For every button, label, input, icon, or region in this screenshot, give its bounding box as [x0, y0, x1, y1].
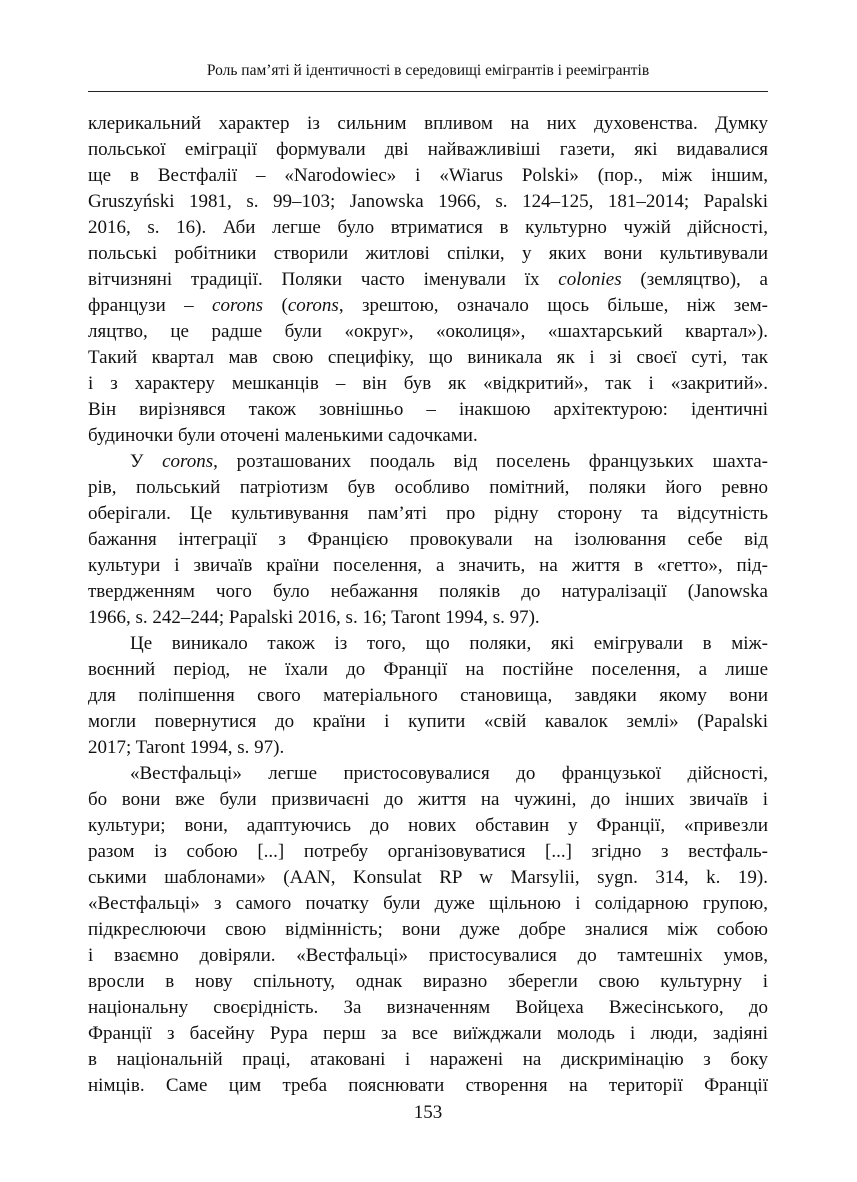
- text-line: для поліпшення свого матеріального становища, завдяки якому вони: [88, 685, 768, 706]
- text-line: Це виникало також із того, що поляки, які емігрували в між-: [130, 633, 768, 654]
- header-rule: [88, 91, 768, 92]
- text-line: культури; вони, адаптуючись до нових обставин у Франції, «привезли: [88, 815, 768, 836]
- text-line: клерикальний характер із сильним впливом на них духовенства. Думку: [88, 113, 768, 134]
- text-line: «Вестфальці» з самого початку були дуже щільною і солідарною групою,: [88, 893, 768, 914]
- text-line: польської еміграції формували дві найважливіші газети, які видавалися: [88, 139, 768, 160]
- text-line: в національній праці, атаковані і наражені на дискримінацію з боку: [88, 1049, 768, 1070]
- paragraph: [88, 111, 768, 449]
- text-line: бажання інтеграції з Францією провокували на ізолювання себе від: [88, 529, 768, 550]
- text-line: будиночки були оточені маленькими садочками.: [88, 425, 478, 446]
- paragraph: [88, 631, 768, 761]
- text-line: Він вирізнявся також зовнішньо – інакшою архітектурою: ідентичні: [88, 399, 768, 420]
- text-line: бо вони вже були призвичаєні до життя на чужині, до інших звичаїв і: [88, 789, 768, 810]
- body-text: [88, 111, 768, 1099]
- text-line: німців. Саме цим треба пояснювати створення на території Франції: [88, 1075, 768, 1096]
- text-line: польські робітники створили житлові спілки, у яких вони культивували: [88, 243, 768, 264]
- text-line: Такий квартал мав свою специфіку, що виникала як і зі своєї суті, так: [88, 347, 768, 368]
- paragraph: [88, 761, 768, 1099]
- text-line: 1966, s. 242–244; Papalski 2016, s. 16; Taront 1994, s. 97).: [88, 607, 540, 628]
- text-line: і взаємно довіряли. «Вестфальці» пристосувалися до тамтешніх умов,: [88, 945, 768, 966]
- text-line: і з характеру мешканців – він був як «відкритий», так і «закритий».: [88, 373, 768, 394]
- text-line: вросли в нову спільноту, однак виразно зберегли свою культурну і: [88, 971, 768, 992]
- text-line: вітчизняні традиції. Поляки часто іменували їх colonies (земляцтво), а: [88, 269, 768, 290]
- text-line: рів, польський патріотизм був особливо помітний, поляки його ревно: [88, 477, 768, 498]
- text-line: ськими шаблонами» (AAN, Konsulat RP w Marsylii, sygn. 314, k. 19).: [88, 867, 768, 888]
- text-line: 2017; Taront 1994, s. 97).: [88, 737, 285, 758]
- paragraph: [88, 449, 768, 631]
- text-line: У corons, розташованих поодаль від поселень французьких шахта-: [130, 451, 768, 472]
- text-line: твердженням чого було небажання поляків до натуралізації (Janowska: [88, 581, 768, 602]
- text-line: ляцтво, це радше були «округ», «околиця», «шахтарський квартал»).: [88, 321, 768, 342]
- text-line: ще в Вестфалії – «Narodowiec» і «Wiarus Polski» (пор., між іншим,: [88, 165, 768, 186]
- text-line: Gruszyński 1981, s. 99–103; Janowska 1966, s. 124–125, 181–2014; Papalski: [88, 191, 768, 212]
- text-line: французи – corons (corons, зрештою, означало щось більше, ніж зем-: [88, 295, 768, 316]
- text-line: національну своєрідність. За визначенням Войцеха Вжесінського, до: [88, 997, 768, 1018]
- text-line: оберігали. Це культивування пам’яті про рідну сторону та відсутність: [88, 503, 768, 524]
- running-header: Роль пам’яті й ідентичності в середовищі емігрантів і реемігрантів: [206, 62, 650, 79]
- page-number: 153: [413, 1102, 443, 1123]
- text-line: культури і звичаїв країни поселення, а значить, на життя в «гетто», під-: [88, 555, 768, 576]
- text-line: Франції з басейну Рура перш за все виїжджали молодь і люди, задіяні: [88, 1023, 768, 1044]
- text-line: 2016, s. 16). Аби легше було втриматися в культурно чужій дійсності,: [88, 217, 768, 238]
- text-line: могли повернутися до країни і купити «свій кавалок землі» (Papalski: [88, 711, 768, 732]
- text-line: «Вестфальці» легше пристосовувалися до французької дійсності,: [130, 763, 768, 784]
- text-line: підкреслюючи свою відмінність; вони дуже добре зналися між собою: [88, 919, 768, 940]
- text-line: воєнний період, не їхали до Франції на постійне поселення, а лише: [88, 659, 768, 680]
- text-line: разом із собою [...] потребу організовуватися [...] згідно з вестфаль-: [88, 841, 768, 862]
